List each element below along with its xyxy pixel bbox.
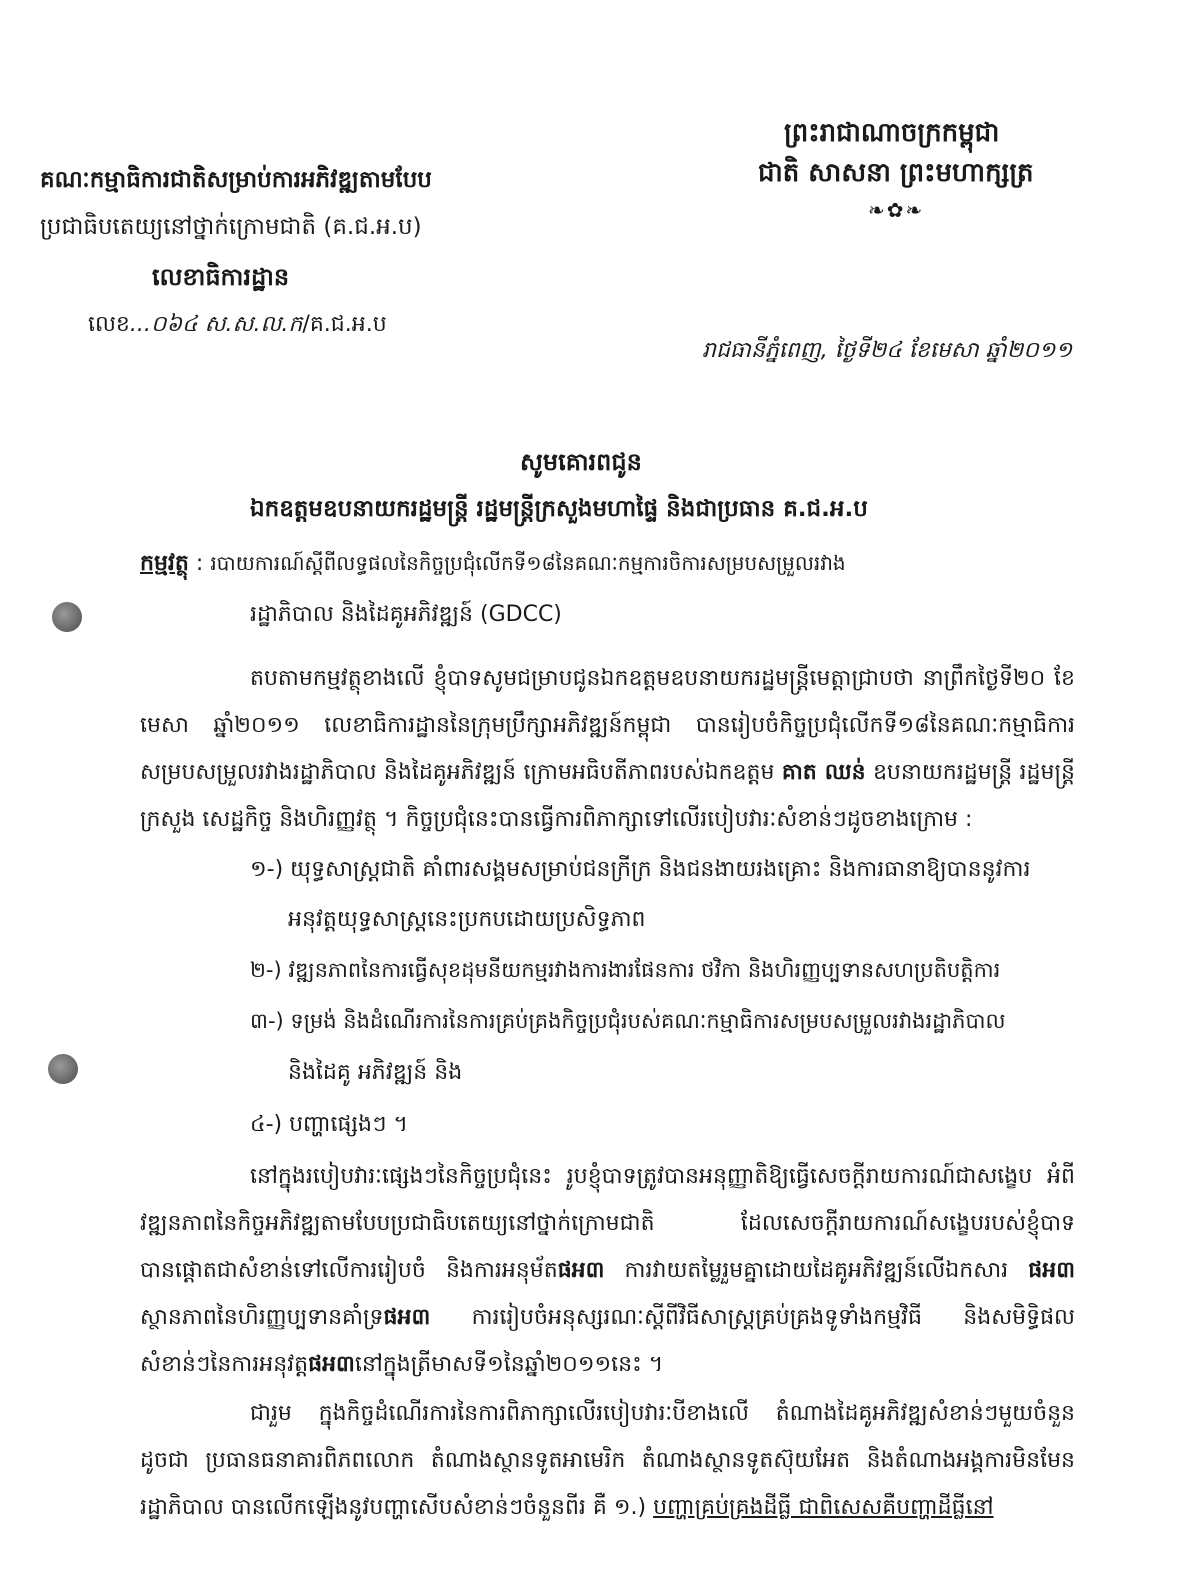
land-issue-underlined: បញ្ហាគ្រប់គ្រងដីធ្លី ជាពិសេសគឺបញ្ហាដីធ្លីនៅ xyxy=(653,1495,994,1520)
agenda-item-2: ២-) វឌ្ឍនភាពនៃការធ្វើសុខដុមនីយកម្មរវាងការងារផែនការ ថវិកា និងហិរញ្ញប្បទានសហប្រតិបត្តិការ xyxy=(250,958,1001,982)
subject-line2: រដ្ឋាភិបាល និងដៃគូអភិវឌ្ឍន៍ (GDCC) xyxy=(250,602,562,627)
paragraph-2 xyxy=(140,1153,1075,1388)
ornament-divider: ❧✿❧ xyxy=(868,198,925,222)
committee-name-line2: ប្រជាធិបតេយ្យនៅថ្នាក់ក្រោមជាតិ (គ.ជ.អ.ប) xyxy=(40,214,422,240)
paragraph-2-text-c: ការវាយតម្លៃរួមគ្នាដោយដៃគូអភិវឌ្ឍន៍លើឯកសារ xyxy=(624,1258,1009,1283)
national-motto: ជាតិ សាសនា ព្រះមហាក្សត្រ xyxy=(758,158,1034,188)
subject-label: កម្មវត្ថុ xyxy=(140,551,189,576)
subject-text-1: របាយការណ៍ស្តីពីលទ្ធផលនៃកិច្ចប្រជុំលើកទី១៨នៃគណៈកម្មការចិការសម្របសម្រួលរវាង xyxy=(210,551,846,575)
kingdom-title: ព្រះរាជាណាចក្រកម្ពុជា xyxy=(784,118,1000,148)
subject-line1 xyxy=(140,548,846,579)
reference-handwritten: ...០៦៤ ស.ស.ល.ក xyxy=(129,312,303,337)
paragraph-1 xyxy=(140,655,1075,843)
paragraph-2-text-f: នៅក្នុងត្រីមាសទី១នៃឆ្នាំ២០១១នេះ ។ xyxy=(354,1352,664,1377)
agenda-item-1-line1: ១-) យុទ្ធសាស្ត្រជាតិ គាំពារសង្គមសម្រាប់ជនក្រីក្រ និងជនងាយរងគ្រោះ និងការធានាឱ្យបាននូវការ xyxy=(250,857,1031,882)
paragraph-3 xyxy=(140,1390,1075,1531)
recipient-title: ឯកឧត្តមឧបនាយករដ្ឋមន្ត្រី រដ្ឋមន្ត្រីក្រសួងមហាផ្ទៃ និងជាប្រធាន គ.ជ.អ.ប xyxy=(250,496,868,522)
punch-hole-bottom xyxy=(48,1054,78,1084)
official-name: គាត ឈន់ xyxy=(781,760,866,785)
paragraph-2-text-a: នៅក្នុងរបៀបវារៈផ្សេងៗនៃកិច្ចប្រជុំនេះ រូបខ្ញុំបាទត្រូវបានអនុញ្ញាតិឱ្យធ្វើសេចក្តីរាយការណ៍ជាសង្ខេប អំពីវឌ្ឍនភាពនៃកិច្ចអភិវឌ្ឍតាមបែបប្រជាធិបតេយ្យនៅថ្នាក់ក្រោមជាតិ ដែលសេចក្តីរាយការណ៍សង្ខេបរបស់ខ្ញុំបាទ បានផ្តោតជាសំខាន់ទៅលើការរៀបចំ និងការអនុម័ត xyxy=(140,1164,1075,1283)
paragraph-1-text-a: តបតាមកម្មវត្ថុខាងលើ ខ្ញុំបាទសូមជម្រាបជូនឯកឧត្តមឧបនាយករដ្ឋមន្ត្រីមេត្តាជ្រាបថា នាព្រឹកថ្ងៃទី២០ ខែមេសា ឆ្នាំ២០១១ លេខាធិការដ្ឋាននៃក្រុមប្រឹក្សាអភិវឌ្ឍន៍កម្ពុជា បានរៀបចំកិច្ចប្រជុំលើកទី១៨នៃគណៈកម្មាធិការសម្របសម្រួលរវាងរដ្ឋាភិបាល និងដៃគូអភិវឌ្ឍន៍ ក្រោមអធិបតីភាពរបស់ឯកឧត្តម xyxy=(140,666,1075,785)
nsdp-abbrev-4: ផអ៣ xyxy=(308,1352,355,1377)
letter-date: រាជធានីភ្នំពេញ, ថ្ងៃទី២៤ ខែមេសា ឆ្នាំ២០១១ xyxy=(702,338,1073,363)
nsdp-abbrev-1: ផអ៣ xyxy=(557,1258,605,1283)
respectfully-to: សូមគោរពជូន xyxy=(520,448,642,476)
reference-prefix: លេខ xyxy=(88,312,130,337)
paragraph-1-text-b: ឧបនាយករដ្ឋមន្ត្រី រដ្ឋមន្ត្រីក្រសួង សេដ្ឋកិច្ច និងហិរញ្ញវត្ថុ ។ កិច្ចប្រជុំនេះបានធ្វើការពិភាក្សាទៅលើរបៀបវារៈសំខាន់ៗដូចខាងក្រោម : xyxy=(140,760,1075,832)
nsdp-abbrev-2: ផអ៣ xyxy=(1028,1258,1076,1283)
punch-hole-top xyxy=(52,602,82,632)
reference-suffix: /គ.ជ.អ.ប xyxy=(302,312,387,337)
committee-name-line1: គណៈកម្មាធិការជាតិសម្រាប់ការអភិវឌ្ឍតាមបែប xyxy=(40,167,432,193)
paragraph-2-text-e: ការរៀបចំអនុស្សរណៈស្តីពីវិធីសាស្ត្រគ្រប់គ្រងទូទាំងកម្មវិធី និងសមិទ្ធិផលសំខាន់ៗនៃការអនុវត្ត xyxy=(140,1305,1075,1377)
agenda-item-1-line2: អនុវត្តយុទ្ធសាស្ត្រនេះប្រកបដោយប្រសិទ្ធភាព xyxy=(288,907,646,932)
agenda-item-3-line2: និងដៃគូ អភិវឌ្ឍន៍ និង xyxy=(288,1060,463,1085)
paragraph-3-text-a: ជារួម ក្នុងកិច្ចដំណើរការនៃការពិភាក្សាលើរបៀបវារៈបីខាងលើ តំណាងដៃគូអភិវឌ្ឍសំខាន់ៗមួយចំនួន ដូចជា ប្រធានធនាគារពិភពលោក តំណាងស្ថានទូតអាមេរិក តំណាងស្ថានទូតស៊ុយអែត និងតំណាងអង្គការមិនមែន រដ្ឋាភិបាល បានលើកឡើងនូវបញ្ហាសើបសំខាន់ៗចំនួនពីរ គឺ ១.) xyxy=(140,1401,1075,1520)
reference-number xyxy=(88,310,387,340)
agenda-item-3-line1: ៣-) ទម្រង់ និងដំណើរការនៃការគ្រប់គ្រងកិច្ចប្រជុំរបស់គណៈកម្មាធិការសម្របសម្រួលរវាងរដ្ឋាភិបាល xyxy=(250,1009,1006,1033)
nsdp-abbrev-3: ផអ៣ xyxy=(383,1305,431,1330)
secretariat-title: លេខាធិការដ្ឋាន xyxy=(152,263,290,291)
subject-colon: : xyxy=(195,551,204,576)
agenda-item-4: ៤-) បញ្ហាផ្សេងៗ ។ xyxy=(250,1112,409,1137)
paragraph-2-text-d: ស្ថានភាពនៃហិរញ្ញប្បទានគាំទ្រ xyxy=(140,1305,384,1330)
